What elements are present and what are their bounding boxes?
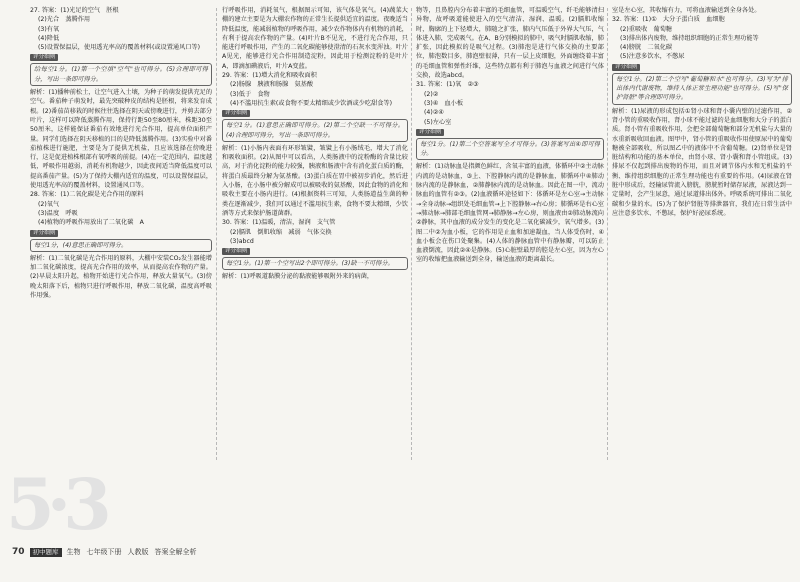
- answer-heading: 28. 答案：(1)二氧化碳是光合作用的原料: [30, 191, 144, 199]
- answer-line: (4)膀胱 二氧化碳: [620, 44, 673, 52]
- tag-row: [612, 62, 792, 72]
- answer-line: (3)低于 食物: [230, 90, 270, 98]
- column-2: [222, 6, 408, 282]
- column-divider: [411, 8, 412, 460]
- scoring-note: 每空1分。(1)第二个空答案写全才可得分。(3)答案写出④即可得分。: [416, 138, 604, 161]
- brand-watermark-logo: 5·3: [6, 463, 104, 546]
- tag-row: [222, 108, 408, 118]
- answer-line: (2)肠腺 胰液和肠腺 氨基酸: [230, 81, 314, 89]
- answer-heading: 31. 答案：(1)氧 ②③: [416, 81, 479, 89]
- page-footer: [12, 546, 203, 558]
- page-number: 70: [12, 547, 25, 557]
- series-badge: 初中题库: [30, 548, 62, 557]
- scoring-rules-tag: 评分细则: [30, 230, 58, 237]
- explanation-paragraph: 解析：(1)小肠内表面有环形皱襞，皱襞上有小肠绒毛，增大了消化和吸收面积。(2)从图中可以看出，人类肠液中的淀粉酶的含量比较高，对于消化淀粉的能力较强，胰液和肠液中含有消化蛋白质的酶，将蛋白质最终分解为氨基酸。(3)蛋白质在胃中被初步消化，然后进入小肠，在小肠中被分解成可以被吸收的氨基酸，因此食物的消化和吸收主要在小肠内进行。(4)根据资料三可知，人类肠道益生菌的种类在逐渐减少，我们可以通过不滥用抗生素，食物不要太精细，少饮酒等方式来保护肠道菌群。: [222, 144, 408, 217]
- answer-line: (3)abcd: [230, 237, 254, 245]
- answer-line: (3)排出体内废物，维持组织细胞的正常生理功能等: [620, 34, 759, 42]
- answer-line: (2)氧气: [38, 200, 60, 208]
- column-divider: [607, 8, 608, 460]
- footer-section: 答案全解全析: [154, 548, 197, 556]
- explanation-paragraph: 行呼吸作用，消耗氧气，根据图示可知，该气体是氧气。(4)蔬菜大棚的建立主要是为大棚农作物的正常生长提供适宜的温度。夜晚适当降低温度，能减弱植物的呼吸作用，减少农作物体内有机物的消耗，有利于提高农作物的产量。(4)叶片B不见光，不进行光合作用，只能进行呼吸作用，产生的二氧化碳能够使澄清的石灰水变浑浊。叶片A见光，能够进行光合作用制造淀粉，因此用于检测淀粉的是叶片A，即滴加碘液后，叶片A变蓝。: [222, 7, 408, 70]
- footer-grade: 七年级下册: [86, 548, 122, 556]
- answer-heading: 30. 答案：(1)温暖，清洁，湿润 支气管: [222, 219, 336, 227]
- scoring-rules-tag: 评分细则: [222, 248, 250, 255]
- answer-line: (3)④ 血小板: [424, 99, 464, 107]
- answer-line: (5)左心室: [424, 118, 452, 126]
- scoring-rules-tag: 评分细则: [416, 129, 444, 136]
- tag-row: [416, 127, 604, 137]
- answer-heading: 27. 答案：(1)光足的空气 胚根: [30, 7, 119, 14]
- scoring-note: 每空1分，(4)意思正确即可得分。: [30, 239, 212, 252]
- answer-line: (3)温度 呼吸: [38, 209, 78, 217]
- scoring-note: 每空1分。(2)第二个空写"葡萄糖和水"也可得分。(3)写为"排出体内代谢废物，维持人体正常生理功能"也可得分。(5)写"保护肾脏"等合理即可得分。: [612, 73, 792, 105]
- explanation-paragraph: 解析：(1)呼吸道黏膜分泌的黏液能够吸附外来的病菌，: [222, 273, 374, 281]
- explanation-paragraph: 解析：(1)动脉血是指颜色鲜红，含氧丰富的血液，体循环中②主动脉内流的是动脉血，③上、下腔静脉内流的是静脉血，肺循环中④肺动脉内流的是静脉血，②肺静脉内流的是动脉血。因此在图一中，流动脉血的血管有②③。(2)血液循环途径如下：体循环是左心室→主动脉→全身动脉→组织处毛细血管→上下腔静脉→右心房；肺循环是右心室→肺动脉→肺部毛细血管网→肺静脉→左心房，则血液由②肺动脉流向②静脉，其中血液的成分发生的变化是二氧化碳减少，氧气增多。(3)图二中②为血小板，它的作用是止血和加速凝血，当人体受伤时，④血小板会在伤口处聚集。(4)人体的静脉血管中有静脉瓣，可以防止血液倒流，因此②④是静脉。(5)心脏壁最厚的腔是左心室，因为左心室的收缩把血液输送到全身，输送血液的距离最长。: [416, 163, 604, 264]
- answer-line: (4)降低: [38, 34, 60, 42]
- scoring-rules-tag: 评分细则: [30, 54, 58, 61]
- explanation-paragraph: 室是左心室，其收缩有力，可将血液输送到全身各处。: [612, 7, 761, 14]
- answer-heading: 32. 答案：(1)① 大分子蛋白质 血细胞: [612, 16, 725, 24]
- scoring-note: 每空1分。(1)意思正确即可得分。(2)第二个空缺一不可得分。(4)合理即可得分，写出一条即可得分。: [222, 119, 408, 142]
- explanation-paragraph: 物等，且鼻腔内分布着丰富的毛细血管，可温暖空气，纤毛能够清扫异物，故呼吸道能使进入的空气清洁、湿润、温暖。(2)膈肌收缩时，胸廓的上下径增大，肺随之扩张，肺内气压低于外界大气压，气体进入肺，完成吸气。在A、B分别模拟的肺中，吸气时膈肌收缩，肺扩张，因此模拟的是吸气过程。(3)肺泡是进行气体交换的主要部位，肺泡数目多，肺泡壁很薄，只有一层上皮细胞，外面缠绕着丰富的毛细血管和弹性纤维，这些特点都有利于肺泡与血液之间进行气体交换，故选abcd。: [416, 7, 604, 80]
- scoring-note: 给每空1分。(1)第一个空填"空气"也可得分。(5)合理即可得分，写出一条即可得分。: [30, 63, 212, 86]
- answer-heading: 29. 答案：(1)增大消化和吸收面积: [222, 72, 317, 80]
- answer-line: (5)注意多饮水，不憋尿: [620, 53, 685, 61]
- answer-line: (2)②: [424, 90, 439, 98]
- column-1: [30, 6, 212, 300]
- tag-row: [30, 228, 212, 238]
- tag-row: [222, 246, 408, 256]
- explanation-paragraph: 解析：(1)尿液的形成包括①肾小球和肾小囊内壁的过滤作用，②肾小管的重吸收作用，肾小球不能过滤的是血细胞和大分子的蛋白质。肾小管有重吸收作用，会把全部葡萄糖和部分无机盐与大量的水重新吸收回血液。图甲中，肾小管的重吸收作用使原尿中的葡萄糖被全部吸收，所以图乙中的液体中不含葡萄糖。(2)肾单位是肾脏结构和功能的基本单位，由肾小球、肾小囊和肾小管组成。(3)排尿不仅起到排出废物的作用，而且对调节体内水和无机盐的平衡、维持组织细胞的正常生理功能也有重要的作用。(4)尿液在肾脏中形成后，经输尿管流入膀胱，膀胱暂时储存尿液，尿液达到一定量时，会产生尿意，通过尿道排出体外。呼吸系统可排出二氧化碳和少量的水。(5)为了保护肾脏等排泄器官，我们在日常生活中应注意多饮水、不憋尿，保护好泌尿系统。: [612, 107, 792, 217]
- column-divider: [216, 8, 217, 460]
- scoring-rules-tag: 评分细则: [612, 64, 640, 71]
- tag-row: [30, 52, 212, 62]
- answer-line: (2)光合 蒸腾作用: [38, 16, 91, 24]
- footer-subject: 生物: [66, 548, 81, 556]
- explanation-paragraph: 解析：(1)播种前松土，让空气进入土壤，为种子的萌发提供充足的空气。番茄种子萌发时，最先突破种皮的结构是胚根，将来发育成根。(2)番茄苗移栽的时候往往选择在阴天或傍晚进行，并剪去部分叶片，这样可以降低蒸腾作用，保持行距50至80厘米，株距30至50厘米，这样能保证番茄有效地进行光合作用，提高单位面积产量。同学们选择在阴天移植的目的是降低蒸腾作用。(3)实验中对番茄植株进行施肥，主要是为了提供无机盐，且应该选择在傍晚进行，这是促进植株根部有氧呼吸的前提。(4)在一定范围内，温度越低，呼吸作用越弱，消耗有机物越少，因此夜间适当降低温度可以提高番茄产量。(5)为了保持大棚内适宜的温度，可以设置保温层，使用透光率高的覆盖材料，设置通风口等。: [30, 89, 213, 190]
- answer-line: (2)膈肌 倒肌收缩 减弱 气体交换: [230, 228, 332, 236]
- column-3: [416, 6, 604, 265]
- answer-line: (4)②④: [424, 109, 444, 117]
- explanation-paragraph: 解析：(1)二氧化碳是光合作用的原料，大棚中安装CO₂发生器能增加二氧化碳浓度，提高光合作用的效率，从而提高农作物的产量。(2)早晨太阳升起，植物开始进行光合作用，释放大量氧气。(3)傍晚太阳落下后，植物只进行呼吸作用，释放二氧化碳，温度高呼吸作用强。: [30, 254, 212, 300]
- footer-edition: 人教版: [127, 548, 149, 556]
- answer-line: (5)设置保温层，使用透光率高的覆盖材料(或设置通风口等): [38, 44, 201, 52]
- answer-line: (2)重吸收 葡萄糖: [620, 25, 673, 33]
- scoring-rules-tag: 评分细则: [222, 110, 250, 117]
- answer-line: (3)有氧: [38, 25, 60, 33]
- answer-line: (4)植物的呼吸作用放出了二氧化碳 A: [38, 219, 144, 227]
- column-4: [612, 6, 792, 218]
- answer-line: (4)不滥用抗生素(或食物不要太精细或少饮酒或少吃甜食等): [230, 99, 393, 107]
- scoring-note: 每空1分。(1)第一个空写出2个即可得分。(3)缺一不可得分。: [222, 257, 408, 270]
